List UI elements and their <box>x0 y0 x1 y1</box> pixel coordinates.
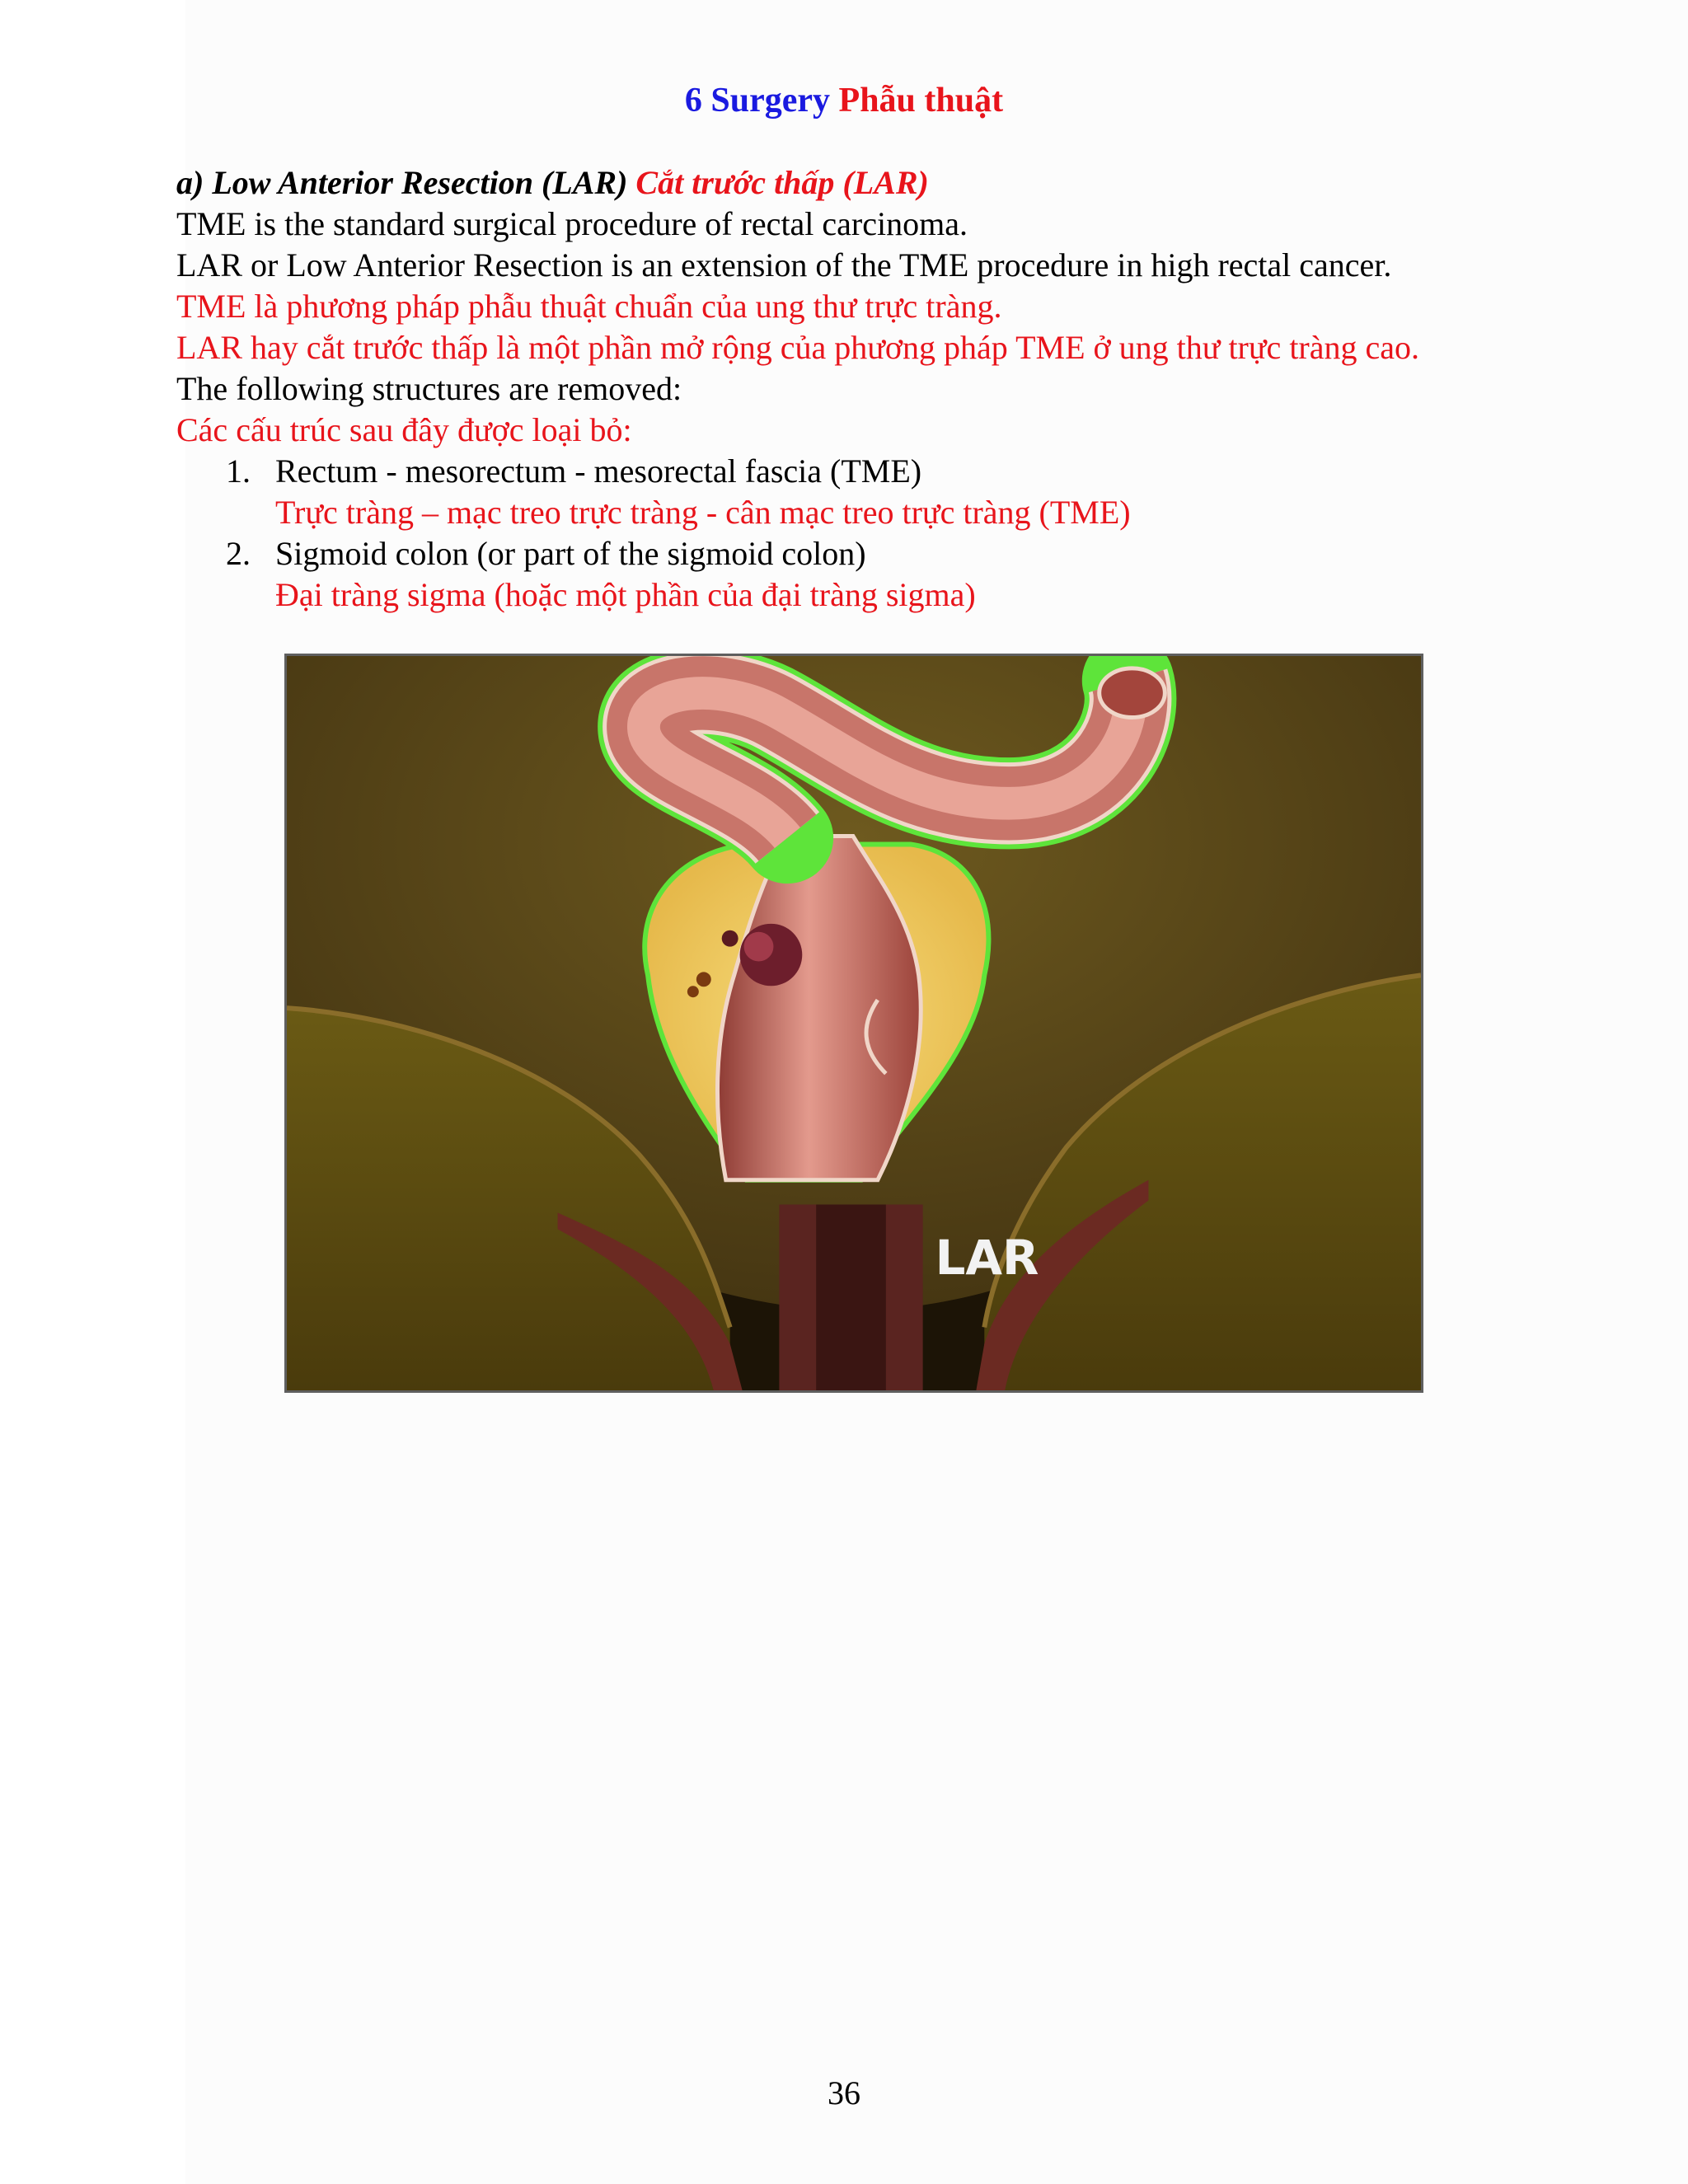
list-number: 2. <box>226 535 251 572</box>
paragraph-line: TME is the standard surgical procedure of rectal carcinoma. <box>176 205 968 242</box>
paragraph-line: The following structures are removed: <box>176 370 682 407</box>
figure-label: LAR <box>935 1230 1039 1286</box>
lymph-node <box>722 930 738 947</box>
list-number: 1. <box>226 452 251 490</box>
list-item <box>176 451 1578 533</box>
list-item <box>176 533 1578 616</box>
section-content <box>176 162 1578 616</box>
list-item-english: Rectum - mesorectum - mesorectal fascia (TME) <box>275 452 922 490</box>
subsection-title-english: a) Low Anterior Resection (LAR) <box>176 164 628 201</box>
paragraph-line: TME là phương pháp phẫu thuật chuẩn của ung thư trực tràng. <box>176 288 1002 325</box>
heading-vietnamese: Phẫu thuật <box>838 82 1004 120</box>
page-number: 36 <box>828 2074 860 2111</box>
anatomy-diagram <box>287 656 1421 1390</box>
section-heading <box>0 79 1688 122</box>
list-item-english: Sigmoid colon (or part of the sigmoid colon) <box>275 535 866 572</box>
colon-cut-end <box>1100 668 1165 718</box>
list-item-vietnamese: Đại tràng sigma (hoặc một phần của đại tràng sigma) <box>275 576 976 613</box>
lymph-node <box>687 986 699 997</box>
paragraph-line: Các cấu trúc sau đây được loại bỏ: <box>176 411 632 448</box>
lar-illustration <box>284 654 1423 1393</box>
list-item-vietnamese: Trực tràng – mạc treo trực tràng - cân mạc treo trực tràng (TME) <box>275 494 1131 531</box>
subsection-title-vietnamese: Cắt trước thấp (LAR) <box>635 164 929 201</box>
subsection-title <box>176 162 1578 204</box>
paragraph-line: LAR or Low Anterior Resection is an extension of the TME procedure in high rectal cancer. <box>176 246 1392 284</box>
heading-english: 6 Surgery <box>684 82 831 120</box>
paragraph-line: LAR hay cắt trước thấp là một phần mở rộng của phương pháp TME ở ung thư trực tràng cao. <box>176 329 1420 366</box>
lymph-node <box>696 972 711 987</box>
